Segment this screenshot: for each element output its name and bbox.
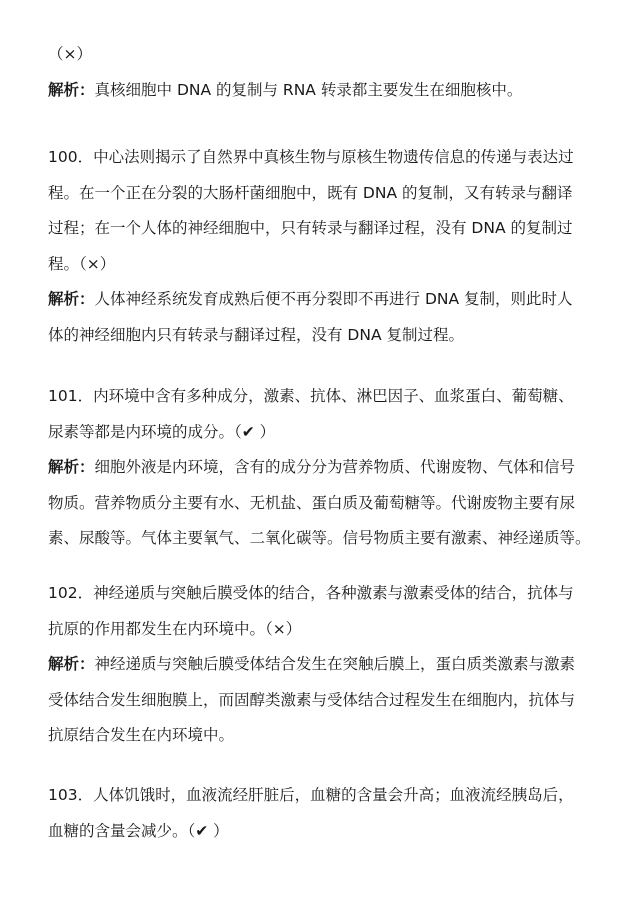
- analysis-text: 细胞外液是内环境，含有的成分分为营养物质、代谢废物、气体和信号: [94, 458, 576, 476]
- question-100: [48, 140, 604, 353]
- question-101: [48, 379, 604, 557]
- analysis-label: 解析：: [48, 458, 95, 476]
- item-99-tail: [48, 37, 604, 108]
- analysis-line: 受体结合发生细胞膜上，而固醇类激素与受体结合过程发生在细胞内，抗体与: [48, 690, 576, 709]
- analysis-line: [48, 73, 604, 109]
- question-line: 程。（×）: [48, 254, 116, 273]
- analysis-line: 物质。营养物质分主要有水、无机盐、蛋白质及葡萄糖等。代谢废物主要有尿: [48, 493, 576, 512]
- question-line: 程。在一个正在分裂的大肠杆菌细胞中，既有 DNA 的复制，又有转录与翻译: [48, 183, 573, 202]
- question-102: [48, 576, 604, 754]
- analysis-line: [48, 647, 604, 683]
- question-line: 抗原的作用都发生在内环境中。（×）: [48, 619, 302, 638]
- analysis-text: 真核细胞中 DNA 的复制与 RNA 转录都主要发生在细胞核中。: [94, 80, 523, 99]
- analysis-text: 人体神经系统发育成熟后便不再分裂即不再进行 DNA 复制，则此时人: [94, 290, 573, 308]
- analysis-text: 神经递质与突触后膜受体结合发生在突触后膜上，蛋白质类激素与激素: [94, 655, 576, 673]
- question-line: 过程；在一个人体的神经细胞中，只有转录与翻译过程，没有 DNA 的复制过: [48, 219, 573, 237]
- question-line: 100．中心法则揭示了自然界中真核生物与原核生物遗传信息的传递与表达过: [48, 148, 574, 166]
- analysis-line: 抗原结合发生在内环境中。: [48, 726, 235, 744]
- question-line: 尿素等都是内环境的成分。（✔ ）: [48, 422, 276, 441]
- question-line: 102．神经递质与突触后膜受体的结合，各种激素与激素受体的结合，抗体与: [48, 584, 574, 602]
- question-line: 血糖的含量会减少。（✔ ）: [48, 821, 229, 840]
- question-103: [48, 778, 604, 849]
- question-line: 101．内环境中含有多种成分，激素、抗体、淋巴因子、血浆蛋白、葡萄糖、: [48, 387, 574, 405]
- analysis-line: 素、尿酸等。气体主要氧气、二氧化碳等。信号物质主要有激素、神经递质等。: [48, 529, 591, 547]
- analysis-line: 体的神经细胞内只有转录与翻译过程，没有 DNA 复制过程。: [48, 325, 464, 344]
- analysis-label: 解析：: [48, 80, 95, 99]
- analysis-line: [48, 282, 604, 318]
- analysis-label: 解析：: [48, 655, 95, 673]
- analysis-line: [48, 450, 604, 486]
- answer-mark: （×）: [48, 45, 92, 63]
- analysis-label: 解析：: [48, 290, 95, 308]
- question-line: 103．人体饥饿时，血液流经肝脏后，血糖的含量会升高；血液流经胰岛后，: [48, 786, 574, 804]
